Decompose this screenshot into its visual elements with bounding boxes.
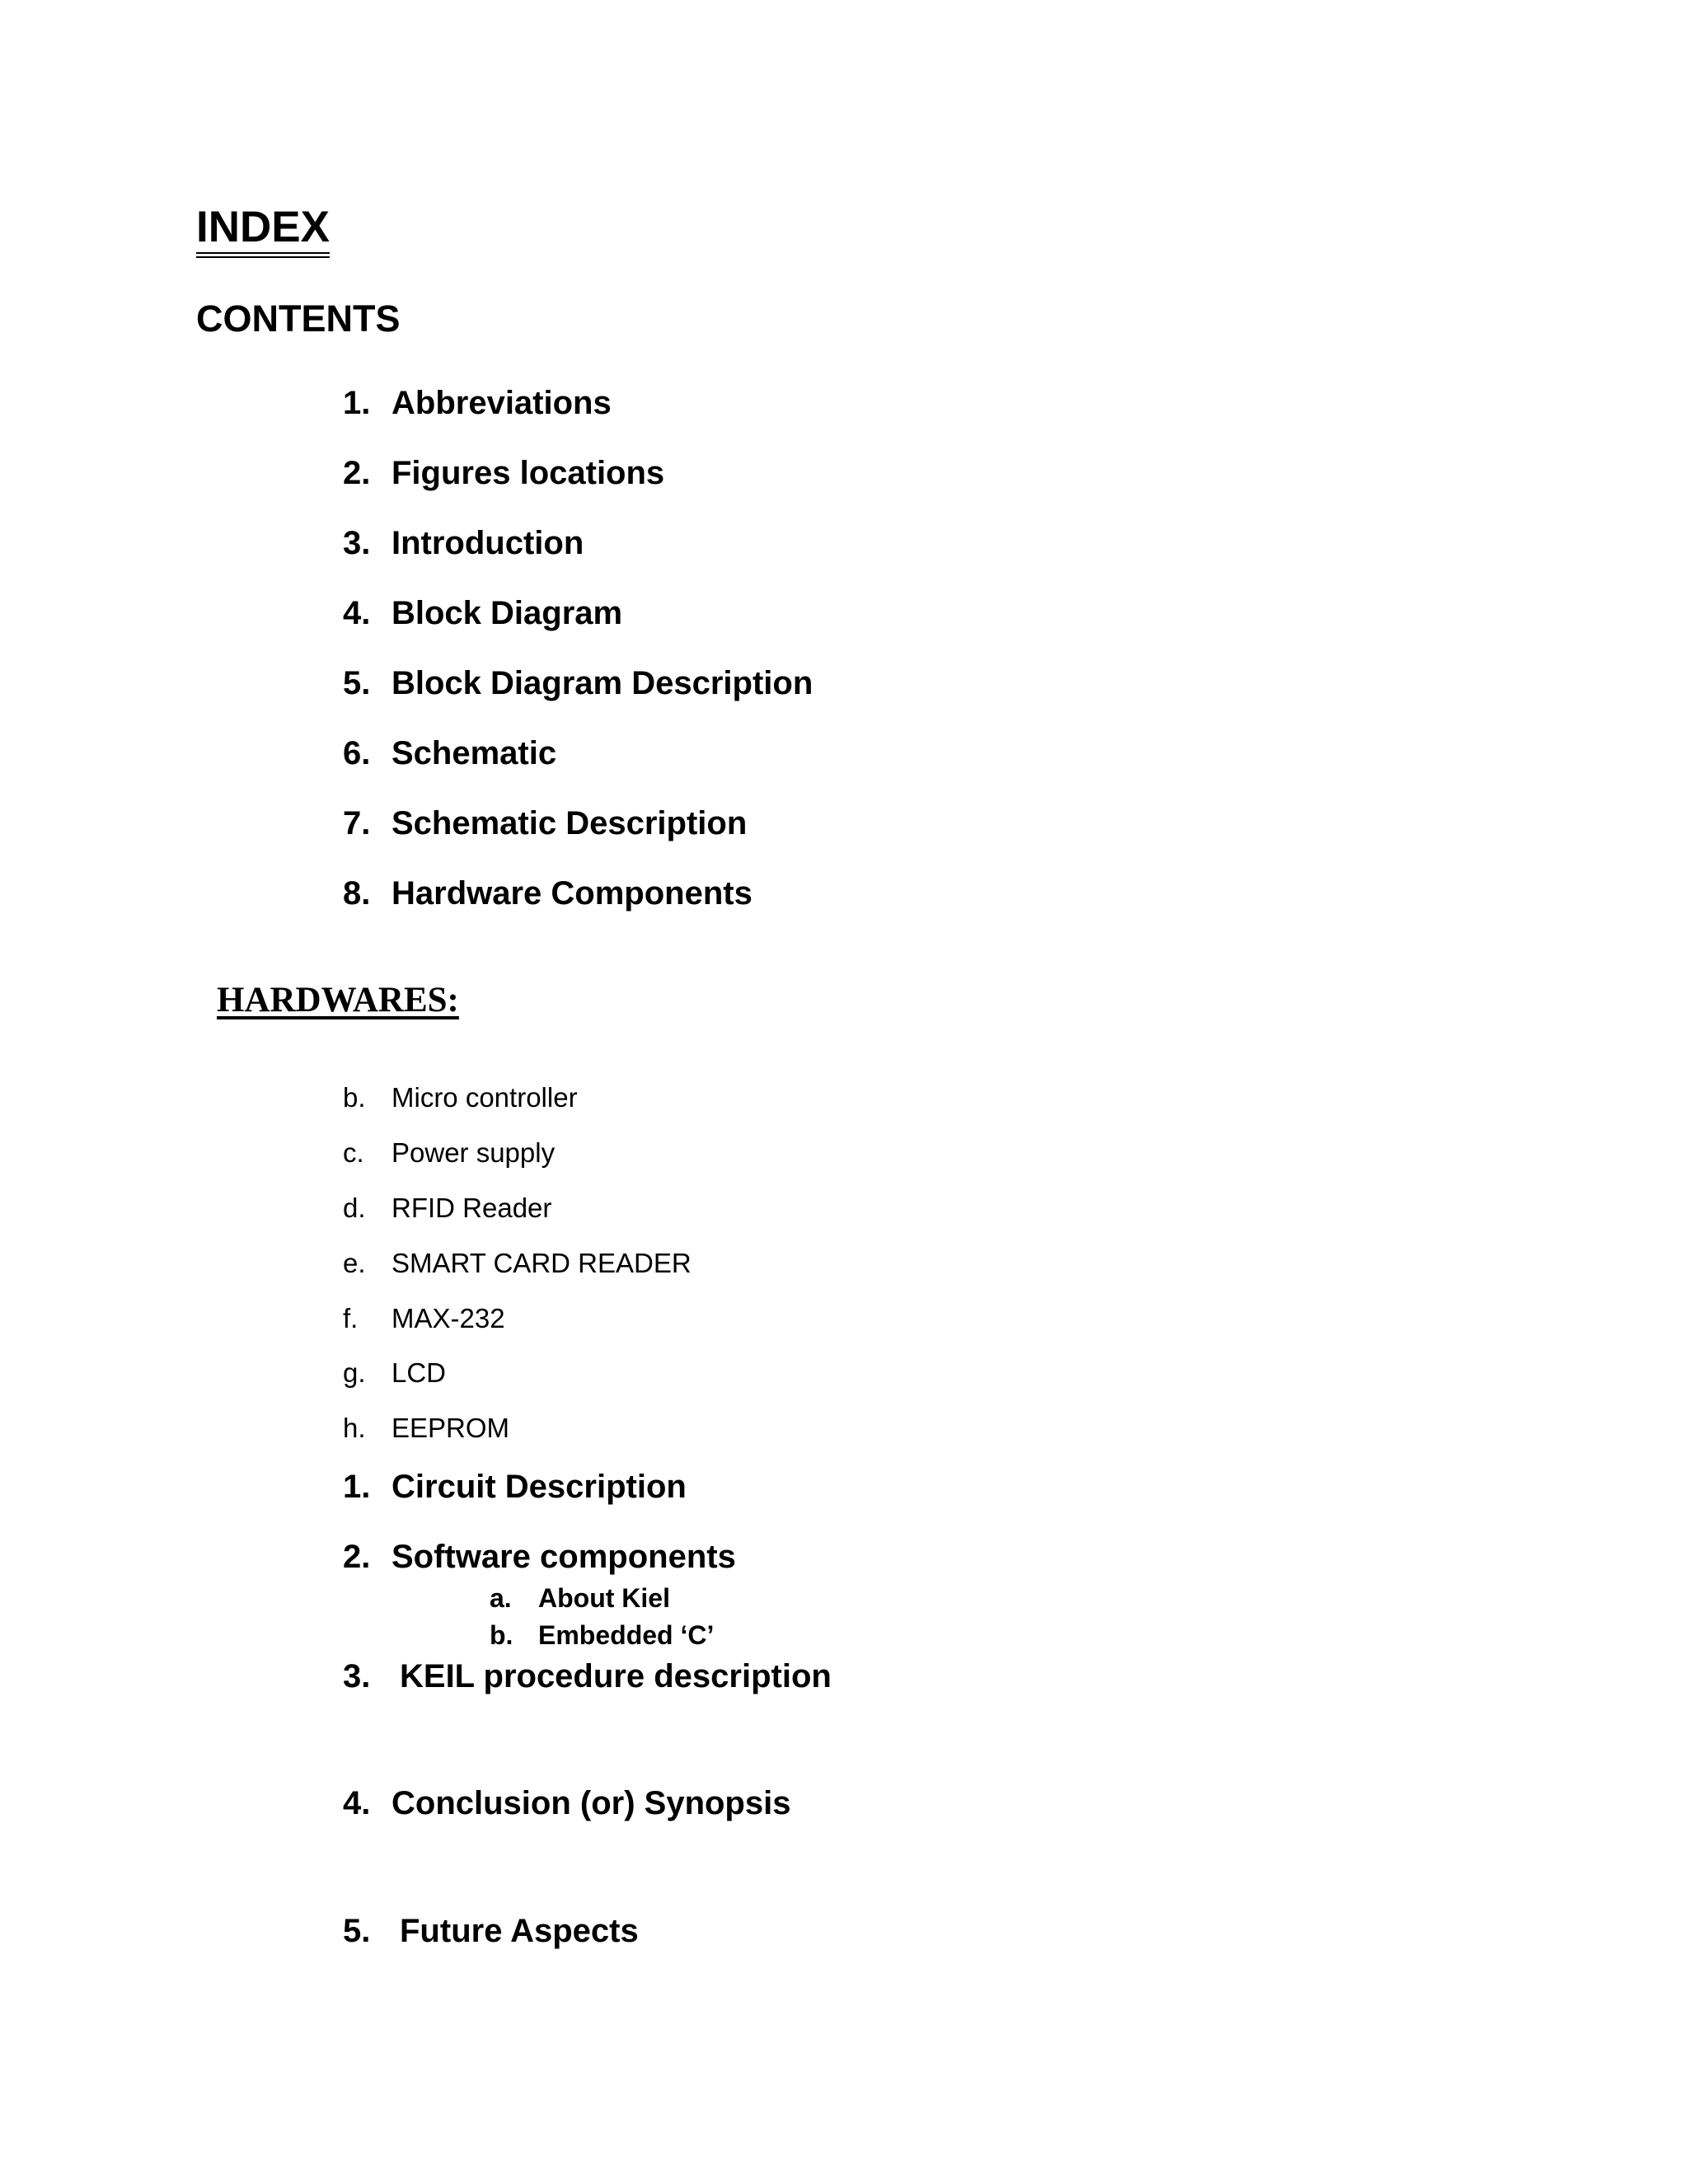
- item-number: 4.: [343, 595, 371, 631]
- item-label: Schematic Description: [392, 805, 748, 841]
- item-label: Schematic: [392, 735, 557, 771]
- item-label: Abbreviations: [392, 385, 612, 421]
- item-number: 6.: [343, 735, 371, 771]
- item-number: 8.: [343, 875, 371, 912]
- item-number: 7.: [343, 805, 371, 841]
- item-letter: a.: [490, 1583, 512, 1613]
- item-label: MAX-232: [392, 1303, 505, 1333]
- item-letter: g.: [343, 1357, 366, 1388]
- index-heading: [196, 201, 330, 254]
- item-label: Block Diagram: [392, 595, 623, 631]
- item-letter: b.: [343, 1082, 366, 1113]
- item-letter: f.: [343, 1303, 359, 1333]
- item-label: Figures locations: [392, 455, 665, 491]
- item-label: Block Diagram Description: [392, 665, 814, 701]
- item-number: 4.: [343, 1785, 371, 1821]
- item-letter: e.: [343, 1248, 366, 1278]
- item-number: 5.: [343, 665, 371, 701]
- item-label: About Kiel: [538, 1583, 670, 1613]
- item-number: 3.: [343, 1658, 371, 1694]
- item-number: 3.: [343, 525, 371, 561]
- item-label: Software components: [392, 1539, 736, 1575]
- contents-heading: CONTENTS: [196, 298, 401, 340]
- item-label: Introduction: [392, 525, 584, 561]
- item-label: Future Aspects: [400, 1913, 639, 1949]
- item-label: RFID Reader: [392, 1193, 552, 1223]
- item-label: Power supply: [392, 1137, 556, 1168]
- item-label: Hardware Components: [392, 875, 753, 912]
- item-letter: d.: [343, 1193, 366, 1223]
- hardwares-heading: HARDWARES:: [217, 981, 459, 1019]
- item-number: 2.: [343, 1539, 371, 1575]
- item-label: LCD: [392, 1357, 447, 1388]
- item-letter: h.: [343, 1413, 366, 1443]
- item-number: 2.: [343, 455, 371, 491]
- item-number: 1.: [343, 385, 371, 421]
- item-number: 1.: [343, 1469, 371, 1505]
- item-label: EEPROM: [392, 1413, 510, 1443]
- item-letter: b.: [490, 1620, 513, 1650]
- item-label: SMART CARD READER: [392, 1248, 692, 1278]
- item-label: Circuit Description: [392, 1469, 687, 1505]
- item-label: Embedded ‘C’: [538, 1620, 715, 1650]
- item-label: KEIL procedure description: [400, 1658, 832, 1694]
- item-label: Micro controller: [392, 1082, 578, 1113]
- item-letter: c.: [343, 1137, 364, 1168]
- index-heading-text: INDEX: [196, 203, 330, 258]
- item-number: 5.: [343, 1913, 371, 1949]
- item-label: Conclusion (or) Synopsis: [392, 1785, 791, 1821]
